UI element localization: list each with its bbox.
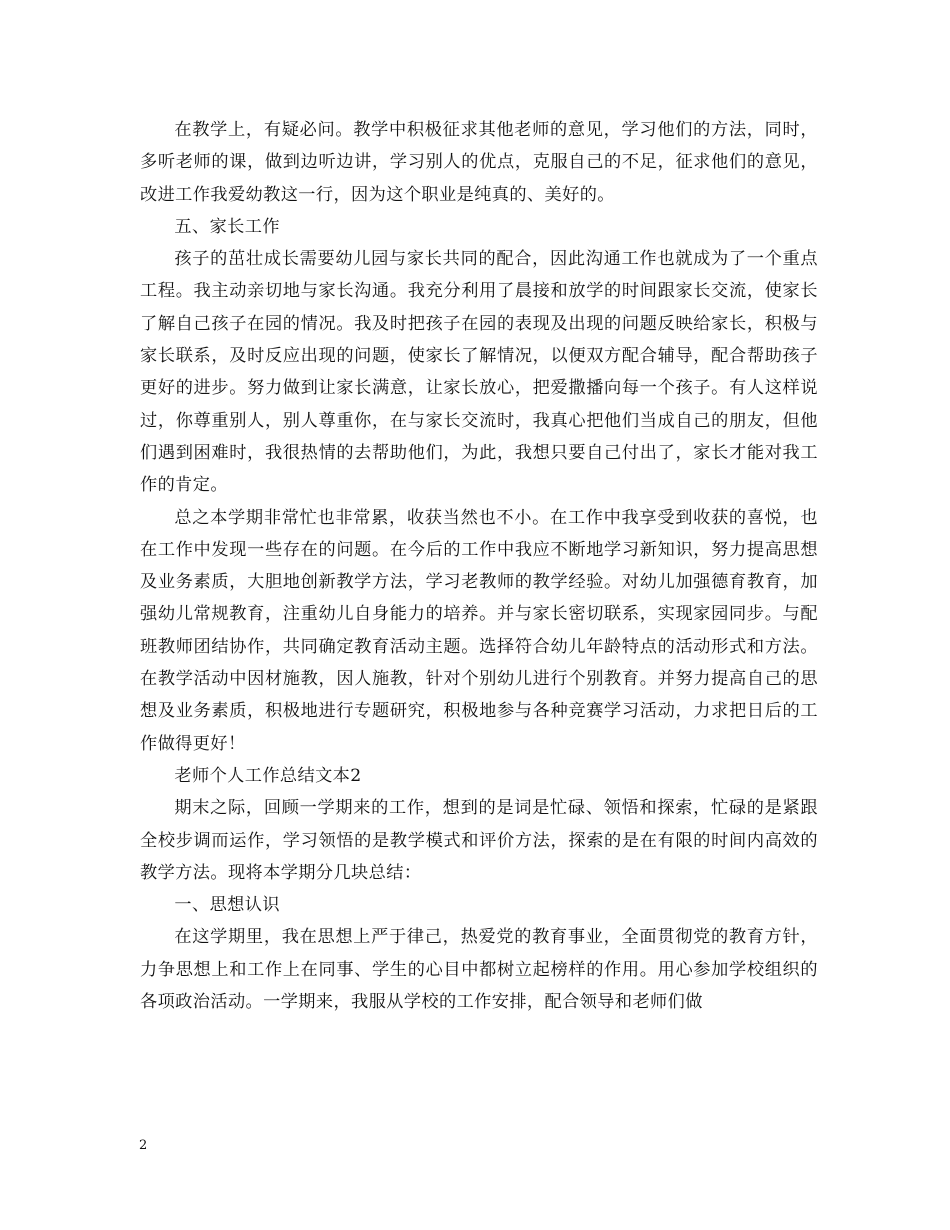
paragraph-ideology: 在这学期里，我在思想上严于律己，热爱党的教育事业，全面贯彻党的教育方针，力争思想上和工作上在同事、学生的心目中都树立起榜样的作用。用心参加学校组织的各项政治活动。一学期来，我服从学校的工作安排，配合领导和老师们做 bbox=[140, 927, 818, 1013]
paragraph-term-review: 期末之际，回顾一学期来的工作，想到的是词是忙碌、领悟和探索，忙碌的是紧跟全校步调而运作，学习领悟的是教学模式和评价方法，探索的是在有限的时间内高效的教学方法。现将本学期分几块总结： bbox=[140, 798, 818, 883]
section-heading-ideology: 一、思想认识 bbox=[174, 895, 280, 916]
section-heading-parent-work: 五、家长工作 bbox=[174, 216, 280, 237]
paragraph-parent-communication: 孩子的茁壮成长需要幼儿园与家长共同的配合，因此沟通工作也就成为了一个重点工程。我主动亲切地与家长沟通。我充分利用了晨接和放学的时间跟家长交流，使家长了解自己孩子在园的情况。我及时把孩子在园的表现及出现的问题反映给家长，积极与家长联系，及时反应出现的问题，使家长了解情况，以便双方配合辅导，配合帮助孩子更好的进步。努力做到让家长满意，让家长放心，把爱撒播向每一个孩子。有人这样说过，你尊重别人，别人尊重你，在与家长交流时，我真心把他们当成自己的朋友，但他们遇到困难时，我很热情的去帮助他们，为此，我想只要自己付出了，家长才能对我工作的肯定。 bbox=[140, 249, 818, 496]
page-number: 2 bbox=[139, 1138, 148, 1153]
paragraph-teaching-inquiry: 在教学上，有疑必问。教学中积极征求其他老师的意见，学习他们的方法，同时，多听老师的课，做到边听边讲，学习别人的优点，克服自己的不足，征求他们的意见，改进工作我爱幼教这一行，因为这个职业是纯真的、美好的。 bbox=[140, 120, 818, 205]
document-body bbox=[140, 114, 818, 1018]
document-subtitle: 老师个人工作总结文本2 bbox=[174, 765, 362, 786]
paragraph-semester-summary: 总之本学期非常忙也非常累，收获当然也不小。在工作中我享受到收获的喜悦，也在工作中发现一些存在的问题。在今后的工作中我应不断地学习新知识，努力提高思想及业务素质，大胆地创新教学方法，学习老教师的教学经验。对幼儿加强德育教育，加强幼儿常规教育，注重幼儿自身能力的培养。并与家长密切联系，实现家园同步。与配班教师团结协作，共同确定教育活动主题。选择符合幼儿年龄特点的活动形式和方法。在教学活动中因材施教，因人施教，针对个别幼儿进行个别教育。并努力提高自己的思想及业务素质，积极地进行专题研究，积极地参与各种竞赛学习活动，力求把日后的工作做得更好！ bbox=[140, 507, 818, 754]
